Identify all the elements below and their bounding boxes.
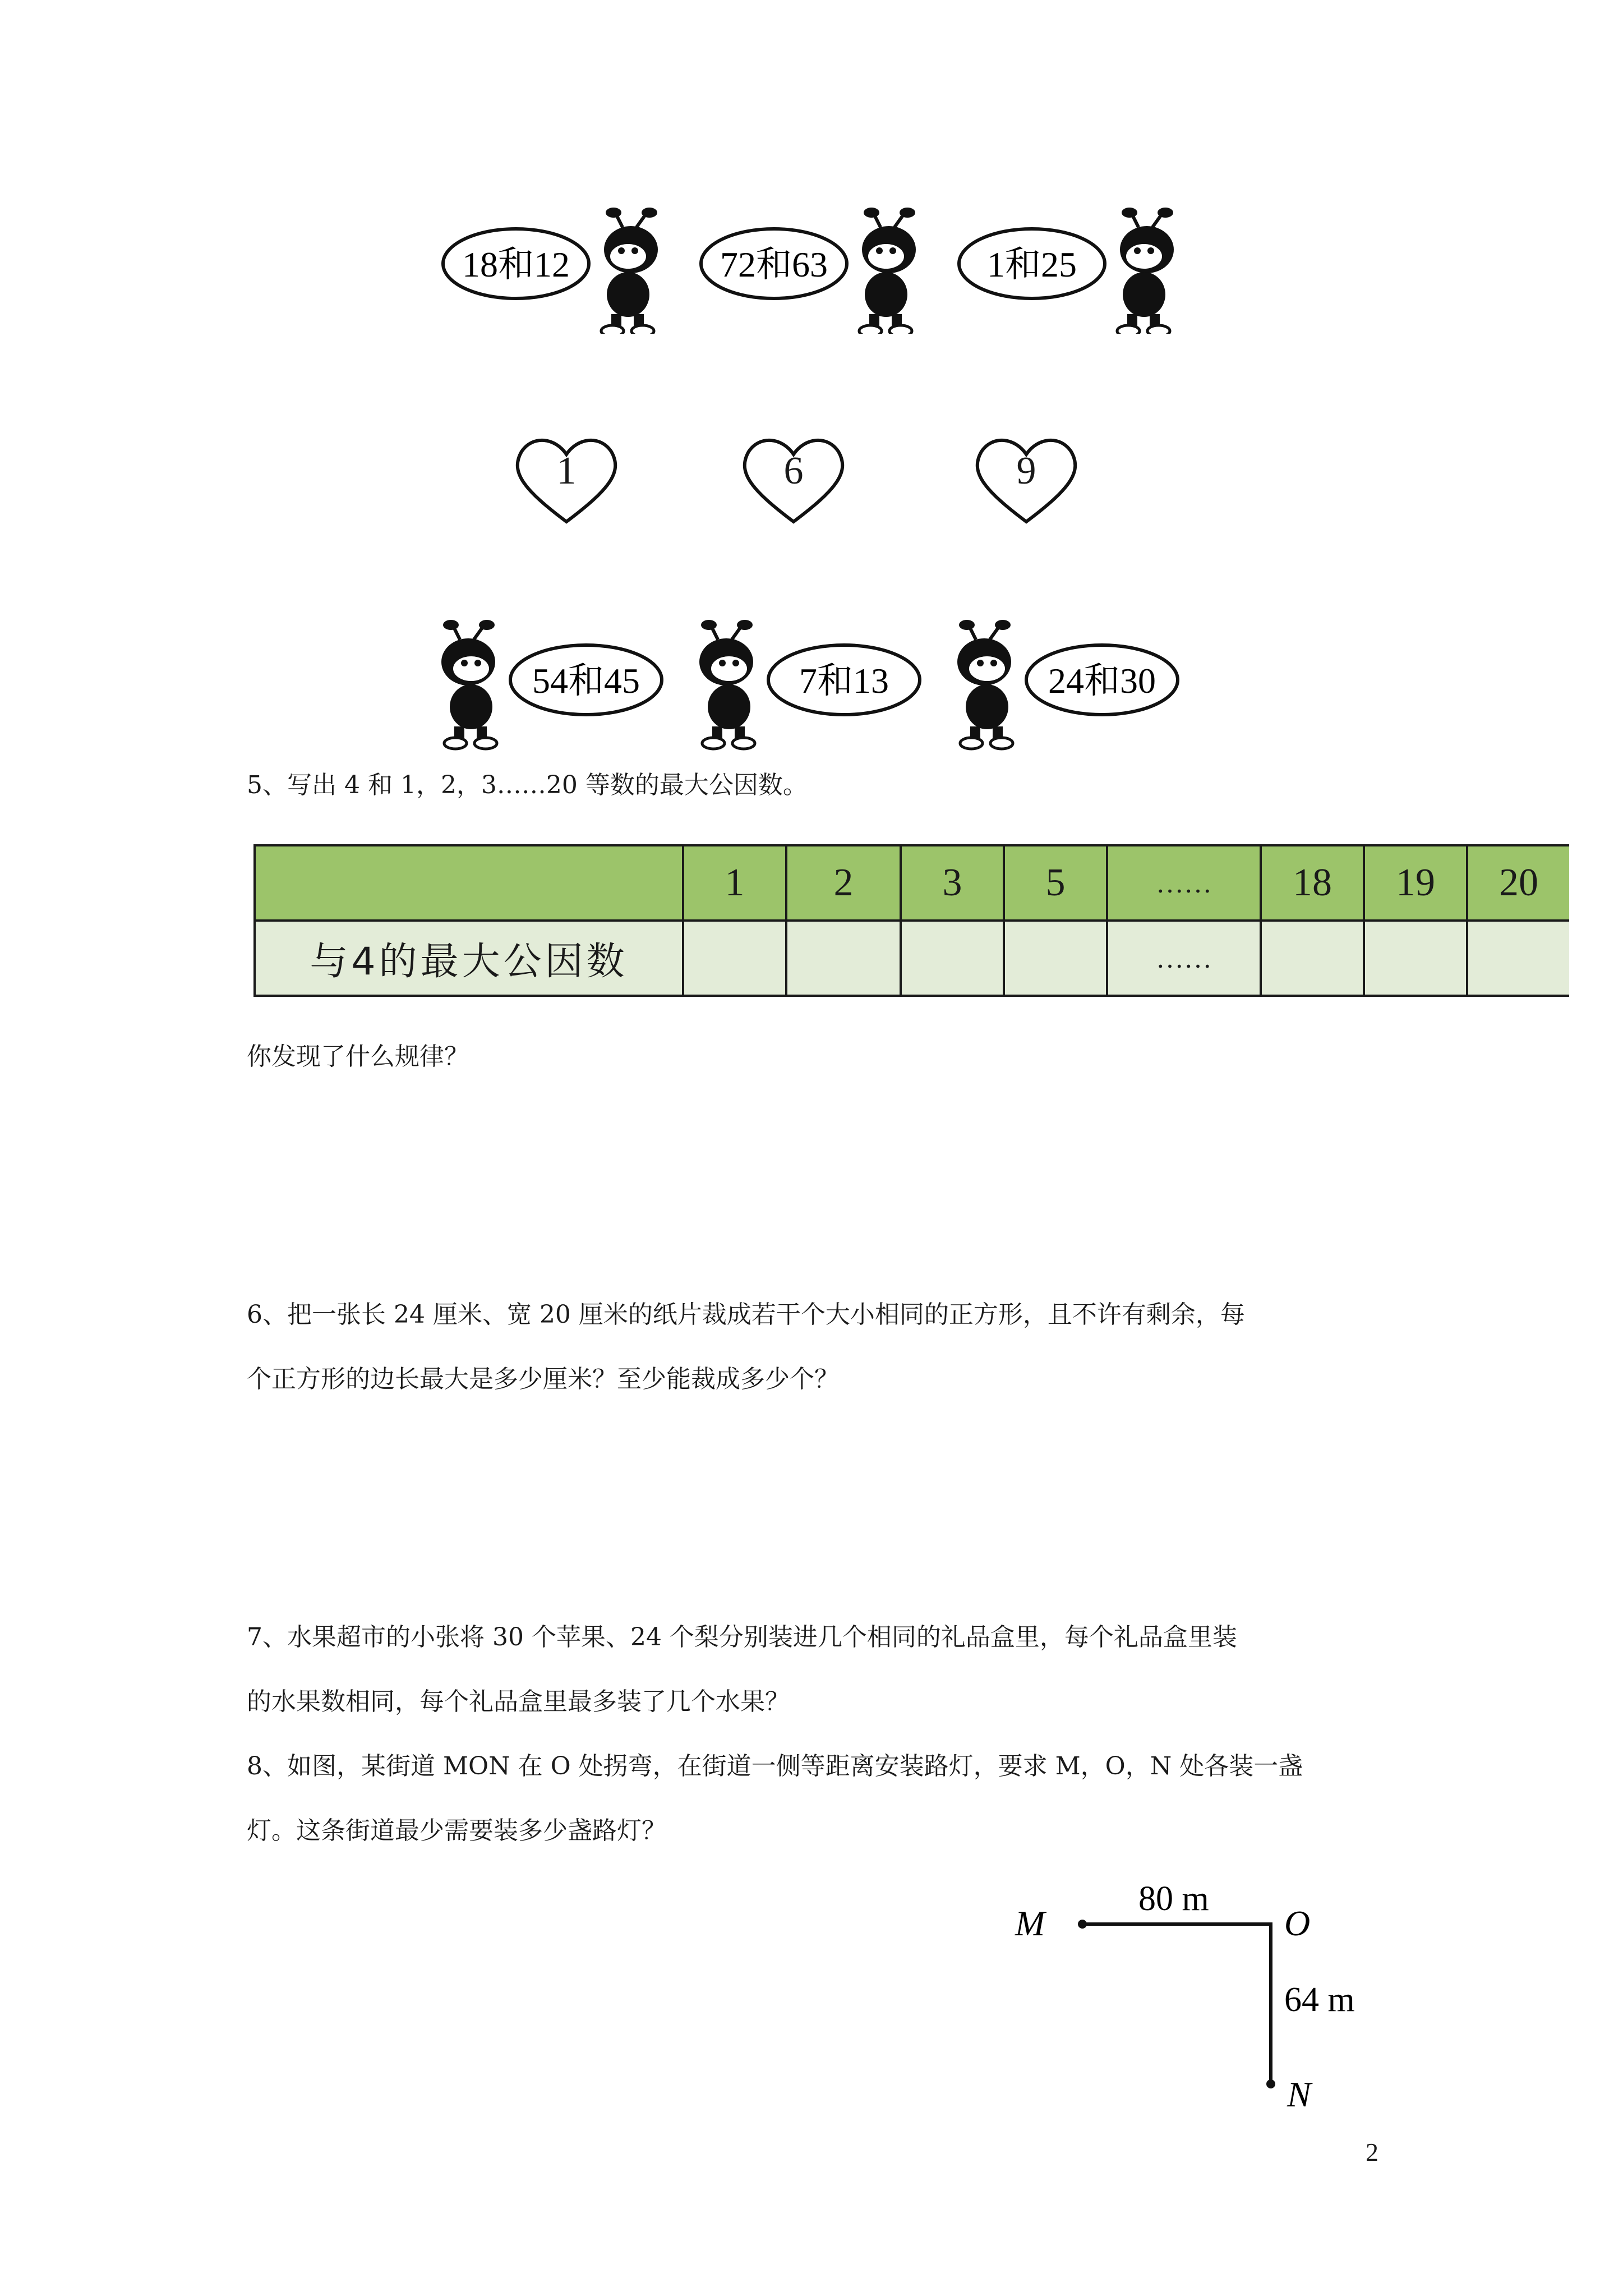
table-header-cell: 5 (1004, 845, 1107, 921)
table-header-cell (255, 845, 683, 921)
table-header-cell: 19 (1364, 845, 1467, 921)
heart-number: 6 (783, 449, 804, 493)
table-header-cell: 2 (786, 845, 901, 921)
answer-cell: …… (1107, 921, 1261, 996)
oval-label: 18和12 (462, 245, 570, 284)
gcd-table (253, 844, 1569, 997)
heart-3 (970, 432, 1082, 527)
bee-icon (601, 208, 658, 334)
heart-1 (510, 432, 623, 527)
answer-cell[interactable] (901, 921, 1004, 996)
oval-label: 1和25 (987, 245, 1077, 284)
bee-card-1 (437, 199, 667, 334)
question-8-line1: 8、如图，某街道 MON 在 O 处拐弯，在街道一侧等距离安装路灯，要求 M，O，N 处各装一盏 (247, 1752, 1303, 1780)
bee-card-6 (953, 617, 1183, 752)
question-7-line1: 7、水果超市的小张将 30 个苹果、24 个梨分别装进几个相同的礼品盒里，每个礼品盒里装 (247, 1623, 1237, 1651)
page-number: 2 (1366, 2138, 1378, 2166)
table-row-label: 与4的最大公因数 (255, 921, 683, 996)
oval-label: 7和13 (799, 661, 889, 701)
bee-icon (699, 620, 755, 749)
heart-number: 9 (1016, 449, 1036, 493)
answer-cell[interactable] (1004, 921, 1107, 996)
bee-card-4 (437, 617, 667, 752)
point-n (1266, 2079, 1275, 2088)
question-6-line2: 个正方形的边长最大是多少厘米？至少能裁成多少个？ (247, 1365, 839, 1393)
label-on-length: 64 m (1284, 1981, 1355, 2019)
table-header-cell: 18 (1261, 845, 1364, 921)
table-header-cell: …… (1107, 845, 1261, 921)
heart-number: 1 (556, 449, 577, 493)
bee-card-2 (695, 199, 925, 334)
answer-cell[interactable] (683, 921, 786, 996)
bee-icon (441, 620, 497, 749)
answer-cell[interactable] (1467, 921, 1569, 996)
question-5-followup: 你发现了什么规律？ (247, 1042, 469, 1071)
label-mo-length: 80 m (1138, 1880, 1209, 1918)
question-6-line1: 6、把一张长 24 厘米、宽 20 厘米的纸片裁成若干个大小相同的正方形，且不许有剩余，每 (247, 1300, 1245, 1329)
table-header-cell: 20 (1467, 845, 1569, 921)
answer-cell[interactable] (1364, 921, 1467, 996)
label-m: M (1015, 1903, 1045, 1943)
bee-icon (1117, 208, 1174, 334)
bee-card-5 (695, 617, 925, 752)
label-o: O (1284, 1903, 1311, 1943)
question-7-line2: 的水果数相同，每个礼品盒里最多装了几个水果？ (247, 1687, 790, 1716)
answer-cell[interactable] (1261, 921, 1364, 996)
heart-2 (737, 432, 850, 527)
question-8-line2: 灯。这条街道最少需要装多少盏路灯？ (247, 1816, 666, 1845)
bee-icon (859, 208, 916, 334)
oval-label: 24和30 (1048, 661, 1156, 701)
question-5-text: 5、写出 4 和 1，2，3……20 等数的最大公因数。 (247, 771, 808, 799)
answer-cell[interactable] (786, 921, 901, 996)
table-header-cell: 3 (901, 845, 1004, 921)
table-header-cell: 1 (683, 845, 786, 921)
label-n: N (1287, 2074, 1311, 2114)
table-header-row (255, 845, 1569, 921)
oval-label: 72和63 (720, 245, 828, 284)
bee-icon (957, 620, 1013, 749)
bee-card-3 (953, 199, 1183, 334)
oval-label: 54和45 (532, 661, 640, 701)
street-diagram (998, 1868, 1402, 2115)
table-body-row (255, 921, 1569, 996)
